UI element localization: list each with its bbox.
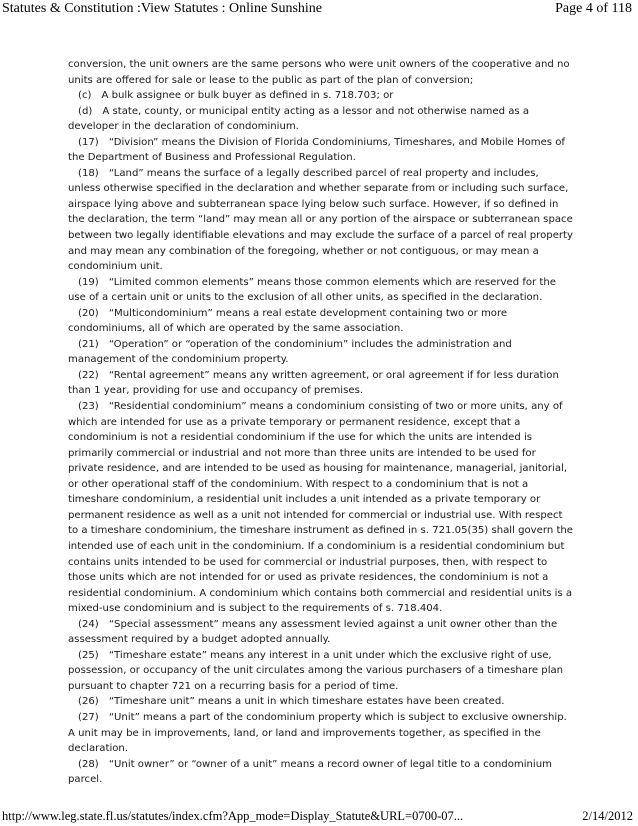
definition-28-unit-owner: (28) “Unit owner” or “owner of a unit” means a record owner of legal title to a condominium parcel. xyxy=(68,758,552,786)
definition-17-division: (17) “Division” means the Division of Florida Condominiums, Timeshares, and Mobile Homes of the Department of Business and Professional Regulation. xyxy=(68,136,565,164)
definition-26-timeshare-unit: (26) “Timeshare unit” means a unit in which timeshare estates have been created. xyxy=(78,696,505,708)
definition-19-limited-common-elements: (19) “Limited common elements” means those common elements which are reserved for the use of a certain unit or units to the exclusion of all other units, as specified in the declaration. xyxy=(68,276,556,304)
source-url[interactable]: http://www.leg.state.fl.us/statutes/index.cfm?App_mode=Display_Statute&URL=0700-07... xyxy=(2,809,464,823)
definition-23-residential-condominium: (23) “Residential condominium” means a condominium consisting of two or more units, any of which are intended for use as a private temporary or permanent residence, except that a condominium is not a residential condominium if the use for which the units are intended is primarily commercial or industrial and not more than three units are intended to be used for private residence, and are intended to be used as housing for maintenance, managerial, janitorial, or other operational staff of the condominium. With respect to a condominium that is not a timeshare condominium, a residential unit includes a unit intended as a private temporary or permanent residence as well as a unit not intended for commercial or industrial use. With respect to a timeshare condominium, the timeshare instrument as defined in s. 721.05(35) shall govern the intended use of each unit in the condominium. If a condominium is a residential condominium but contains units intended to be used for commercial or industrial purposes, then, with respect to those units which are not intended for or used as private residences, the condominium is not a residential condominium. A condominium which contains both commercial and residential units is a mixed-use condominium and is subject to the requirements of s. 718.404. xyxy=(68,401,574,615)
definition-21-operation: (21) “Operation” or “operation of the condominium” includes the administration and management of the condominium property. xyxy=(68,338,512,366)
definition-22-rental-agreement: (22) “Rental agreement” means any written agreement, or oral agreement if for less duration than 1 year, providing for use and occupancy of premises. xyxy=(68,369,559,397)
definition-25-timeshare-estate: (25) “Timeshare estate” means any interest in a unit under which the exclusive right of use, possession, or occupancy of the unit circulates among the various purchasers of a timeshare plan pursuant to chapter 721 on a recurring basis for a period of time. xyxy=(68,649,564,692)
paragraph-continuation: conversion, the unit owners are the same persons who were unit owners of the cooperative and no units are offered for sale or lease to the public as part of the plan of conversion; xyxy=(68,59,570,86)
statute-text xyxy=(68,57,574,788)
paragraph-d: (d) A state, county, or municipal entity acting as a lessor and not otherwise named as a developer in the declaration of condominium. xyxy=(68,105,530,133)
document-title: Statutes & Constitution :View Statutes : Online Sunshine xyxy=(2,1,322,16)
paragraph-c: (c) A bulk assignee or bulk buyer as defined in s. 718.703; or xyxy=(78,90,394,102)
definition-24-special-assessment: (24) “Special assessment” means any assessment levied against a unit owner other than the assessment required by a budget adopted annually. xyxy=(68,618,558,646)
print-date: 2/14/2012 xyxy=(582,809,633,823)
definition-27-unit: (27) “Unit” means a part of the condominium property which is subject to exclusive ownership. A unit may be in improvements, land, or land and improvements together, as specified in the declaration. xyxy=(68,711,567,755)
page-footer xyxy=(0,808,638,826)
page-number: Page 4 of 118 xyxy=(555,1,632,16)
page-header xyxy=(0,0,638,20)
definition-20-multicondominium: (20) “Multicondominium” means a real estate development containing two or more condominiums, all of which are operated by the same association. xyxy=(68,307,508,335)
definition-18-land: (18) “Land” means the surface of a legally described parcel of real property and includes, unless otherwise specified in the declaration and whether separate from or including such surface, airspace lying above and subterranean space lying below such surface. However, if so defined in the declaration, the term “land” may mean all or any portion of the airspace or subterranean space between two legally identifiable elevations and may exclude the surface of a parcel of real property and may mean any combination of the foregoing, whether or not contiguous, or may mean a condominium unit. xyxy=(68,167,573,273)
